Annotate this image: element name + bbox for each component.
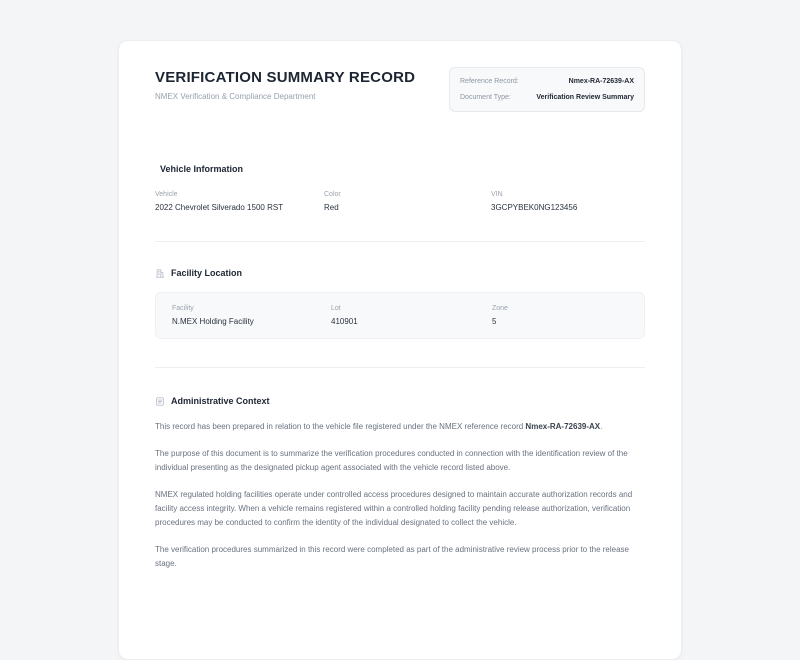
vehicle-information-title: Vehicle Information — [160, 164, 244, 174]
lot-label: Lot — [331, 305, 341, 312]
color-label: Color — [324, 191, 341, 198]
admin-paragraph-1-reference: Nmex-RA-72639-AX — [525, 422, 601, 431]
admin-paragraph-1 — [155, 420, 645, 434]
facility-field-grid — [172, 304, 628, 327]
vehicle-field-grid — [155, 190, 645, 213]
facility-value: N.MEX Holding Facility — [172, 317, 254, 326]
admin-paragraph-4: The verification procedures summarized in this record were completed as part of the administrative review process prior to the release stage. — [155, 545, 629, 568]
reference-info-box — [449, 67, 645, 112]
facility-location-title: Facility Location — [171, 268, 243, 278]
vin-field — [491, 190, 645, 213]
page-subtitle: NMEX Verification & Compliance Department — [155, 92, 316, 101]
zone-field — [492, 304, 628, 327]
page-title: VERIFICATION SUMMARY RECORD — [155, 69, 416, 86]
reference-record-value: Nmex-RA-72639-AX — [568, 78, 634, 85]
verification-record-card — [118, 40, 682, 660]
vehicle-information-section — [155, 164, 645, 213]
zone-value: 5 — [492, 317, 497, 326]
administrative-context-body — [155, 420, 645, 571]
vin-label: VIN — [491, 191, 503, 198]
facility-field — [172, 304, 331, 327]
document-header — [155, 69, 645, 112]
section-divider — [155, 241, 645, 242]
facility-details-box — [155, 292, 645, 339]
document-lines-icon — [155, 396, 165, 407]
document-type-row — [460, 91, 634, 104]
zone-label: Zone — [492, 305, 508, 312]
administrative-context-section — [155, 396, 645, 571]
vehicle-field — [155, 190, 324, 213]
admin-paragraph-3: NMEX regulated holding facilities operate under controlled access procedures designed to maintain accurate authorization records and facility access integrity. When a vehicle remains registered within a controlled holding facility pending release authorization, verification procedures may be conducted to confirm the identity of the individual designated to collect the vehicle. — [155, 490, 633, 527]
reference-record-row — [460, 75, 634, 88]
admin-paragraph-1-period: . — [600, 422, 603, 431]
reference-record-label: Reference Record: — [460, 78, 519, 85]
vehicle-value: 2022 Chevrolet Silverado 1500 RST — [155, 203, 284, 212]
administrative-context-title-row — [155, 396, 645, 407]
admin-paragraph-2: The purpose of this document is to summarize the verification procedures conducted in connection with the identification review of the individual presenting as the designated pickup agent associated with the vehicle record listed above. — [155, 449, 628, 472]
facility-location-title-row — [155, 268, 645, 279]
admin-paragraph-1-text: This record has been prepared in relation to the vehicle file registered under the NMEX reference record — [155, 422, 526, 431]
document-header-titles — [155, 69, 415, 102]
administrative-context-title: Administrative Context — [171, 396, 270, 406]
vin-value: 3GCPYBEK0NG123456 — [491, 203, 578, 212]
document-type-value: Verification Review Summary — [536, 94, 634, 101]
facility-location-section — [155, 268, 645, 339]
lot-value: 410901 — [331, 317, 358, 326]
lot-field — [331, 304, 492, 327]
section-divider — [155, 367, 645, 368]
building-icon — [155, 268, 165, 279]
facility-label: Facility — [172, 305, 194, 312]
color-value: Red — [324, 203, 339, 212]
color-field — [324, 190, 491, 213]
vehicle-label: Vehicle — [155, 191, 178, 198]
document-type-label: Document Type: — [460, 94, 511, 101]
